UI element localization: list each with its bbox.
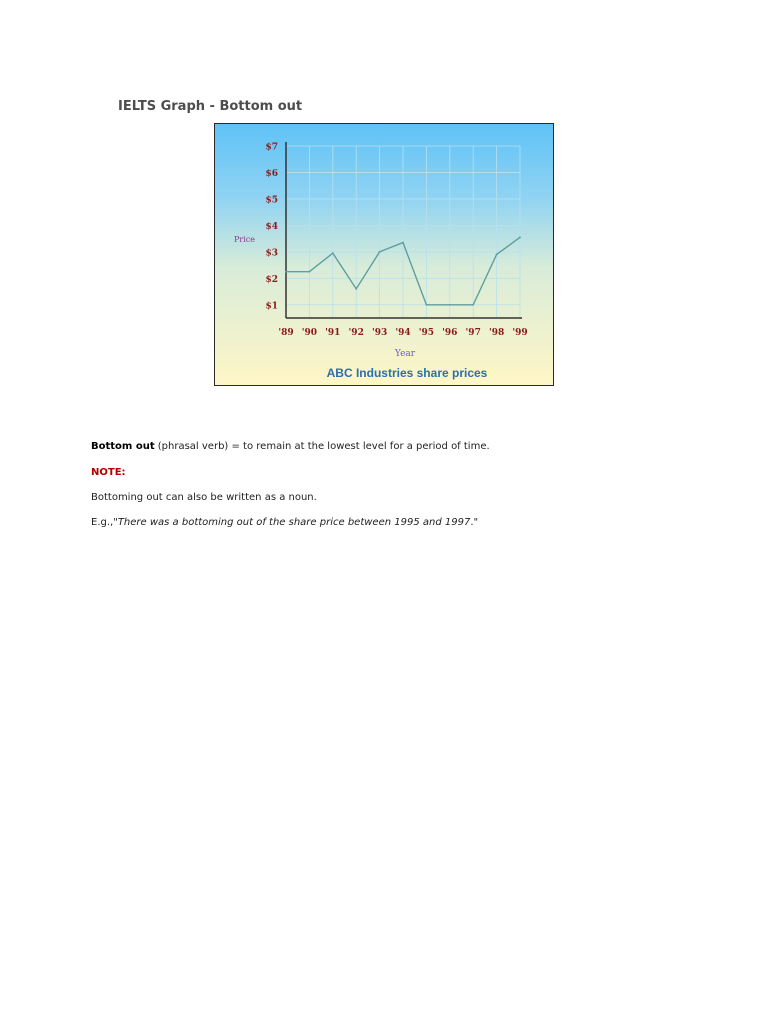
y-tick-label: $7 (265, 142, 278, 153)
data-point (519, 236, 521, 238)
data-point (402, 242, 404, 244)
y-tick-label: $2 (265, 274, 278, 285)
data-point (285, 271, 287, 273)
data-point (496, 254, 498, 256)
data-point (355, 288, 357, 290)
data-point (426, 304, 428, 306)
definition-term: Bottom out (91, 441, 155, 452)
share-price-chart (214, 123, 554, 386)
definition-text: (phrasal verb) = to remain at the lowest level for a period of time. (154, 441, 490, 452)
y-tick-label: $6 (265, 168, 278, 179)
example-suffix: ." (470, 517, 479, 528)
note-label: NOTE: (91, 467, 126, 478)
x-tick-label: '91 (325, 328, 341, 338)
example-line (91, 517, 478, 528)
y-tick-label: $4 (265, 221, 278, 232)
page-title: IELTS Graph - Bottom out (118, 99, 303, 114)
data-point (309, 271, 311, 273)
x-tick-label: '89 (278, 328, 294, 338)
data-point (472, 304, 474, 306)
note-text: Bottoming out can also be written as a noun. (91, 492, 317, 503)
y-tick-label: $3 (265, 248, 278, 259)
x-tick-label: '90 (301, 328, 318, 338)
data-point (379, 251, 381, 253)
x-axis-label: Year (394, 349, 416, 359)
x-tick-label: '98 (488, 328, 505, 338)
x-tick-label: '99 (512, 328, 528, 338)
y-tick-label: $5 (265, 195, 278, 206)
x-tick-label: '95 (418, 328, 435, 338)
y-tick-label: $1 (265, 301, 278, 312)
x-tick-label: '93 (371, 328, 388, 338)
x-tick-label: '97 (465, 328, 481, 338)
data-point (449, 304, 451, 306)
example-quote: There was a bottoming out of the share price between 1995 and 1997 (117, 517, 471, 528)
chart-caption: ABC Industries share prices (326, 366, 488, 380)
definition-line (91, 441, 490, 452)
x-tick-label: '94 (395, 328, 411, 338)
x-tick-label: '92 (348, 328, 364, 338)
y-axis-label: Price (234, 235, 255, 244)
data-point (332, 252, 334, 254)
x-tick-label: '96 (442, 328, 458, 338)
chart-svg (215, 124, 553, 385)
example-prefix: E.g.," (91, 517, 118, 528)
